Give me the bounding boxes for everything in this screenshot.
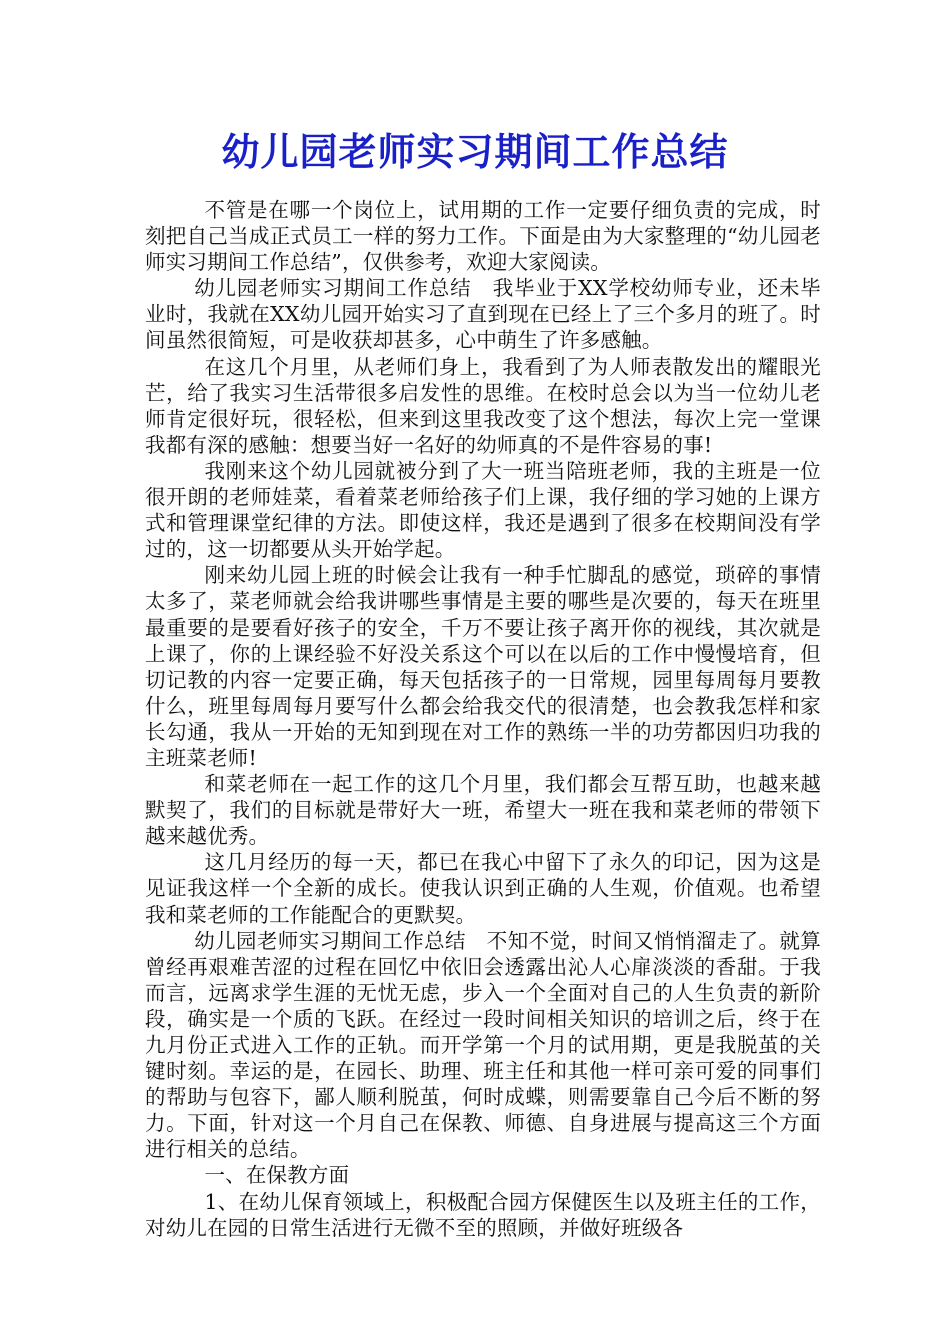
paragraph-early-days: 刚来幼儿园上班的时候会让我有一种手忙脚乱的感觉，琐碎的事情太多了，菜老师就会给我讲哪些事情是主要的哪些是次要的，每天在班里最重要的是要看好孩子的安全，千万不要让孩子离开你的视线，其次就是上课了，你的上课经验不好没关系这个可以在以后的工作中慢慢培育，但切记教的内容一定要正确，每天包括孩子的一日常规，园里每周每月要教什么，班里每周每月要写什么都会给我交代的很清楚，也会教我怎样和家长勾通，我从一开始的无知到现在对工作的熟练一半的功劳都因归功我的主班菜老师! — [145, 563, 821, 770]
paragraph-summary-two-start: 幼儿园老师实习期间工作总结 不知不觉，时间又悄悄溜走了。就算曾经再艰难苦涩的过程在回忆中依旧会透露出沁人心扉淡淡的香甜。于我而言，远离求学生涯的无忧无虑，步入一个全面对自己的人生负责的新阶段，确实是一个质的飞跃。在经过一段时间相关知识的培训之后，终于在九月份正式进入工作的正轨。而开学第一个月的试用期，更是我脱茧的关键时刻。幸运的是，在园长、助理、班主任和其他一样可亲可爱的同事们的帮助与包容下，鄙人顺利脱茧，何时成蝶，则需要靠自己今后不断的努力。下面，针对这一个月自己在保教、师德、自身进展与提高这三个方面进行相关的总结。 — [145, 928, 821, 1162]
paragraph-months-observation: 在这几个月里，从老师们身上，我看到了为人师表散发出的耀眼光芒，给了我实习生活带很多启发性的思维。在校时总会以为当一位幼儿老师肯定很好玩，很轻松，但来到这里我改变了这个想法，每次上完一堂课我都有深的感触：想要当好一名好的幼师真的不是件容易的事! — [145, 354, 821, 457]
paragraph-intro: 不管是在哪一个岗位上，试用期的工作一定要仔细负责的完成，时刻把自己当成正式员工一样的努力工作。下面是由为大家整理的“幼儿园老师实习期间工作总结”，仅供参考，欢迎大家阅读。 — [145, 198, 821, 275]
document-title: 幼儿园老师实习期间工作总结 — [221, 129, 729, 174]
paragraph-teamwork: 和菜老师在一起工作的这几个月里，我们都会互帮互助，也越来越默契了，我们的目标就是带好大一班，希望大一班在我和菜老师的带领下越来越优秀。 — [145, 772, 821, 849]
paragraph-experience: 这几月经历的每一天，都已在我心中留下了永久的印记，因为这是见证我这样一个全新的成长。使我认识到正确的人生观，价值观。也希望我和菜老师的工作能配合的更默契。 — [145, 850, 821, 927]
document-body — [145, 197, 821, 1241]
paragraph-assigned-class: 我刚来这个幼儿园就被分到了大一班当陪班老师，我的主班是一位很开朗的老师娃菜，看着菜老师给孩子们上课，我仔细的学习她的上课方式和管理课堂纪律的方法。即使这样，我还是遇到了很多在校期间没有学过的，这一切都要从头开始学起。 — [145, 458, 821, 562]
paragraph-summary-one-start: 幼儿园老师实习期间工作总结 我毕业于XX学校幼师专业，还未毕业时，我就在XX幼儿园开始实习了直到现在已经上了三个多月的班了。时间虽然很简短，可是收获却甚多，心中萌生了许多感触。 — [145, 276, 821, 353]
section-heading-care-education: 一、在保教方面 — [204, 1163, 350, 1188]
paragraph-care-item-one: 1、在幼儿保育领域上，积极配合园方保健医生以及班主任的工作，对幼儿在园的日常生活进行无微不至的照顾，并做好班级各 — [145, 1189, 821, 1240]
